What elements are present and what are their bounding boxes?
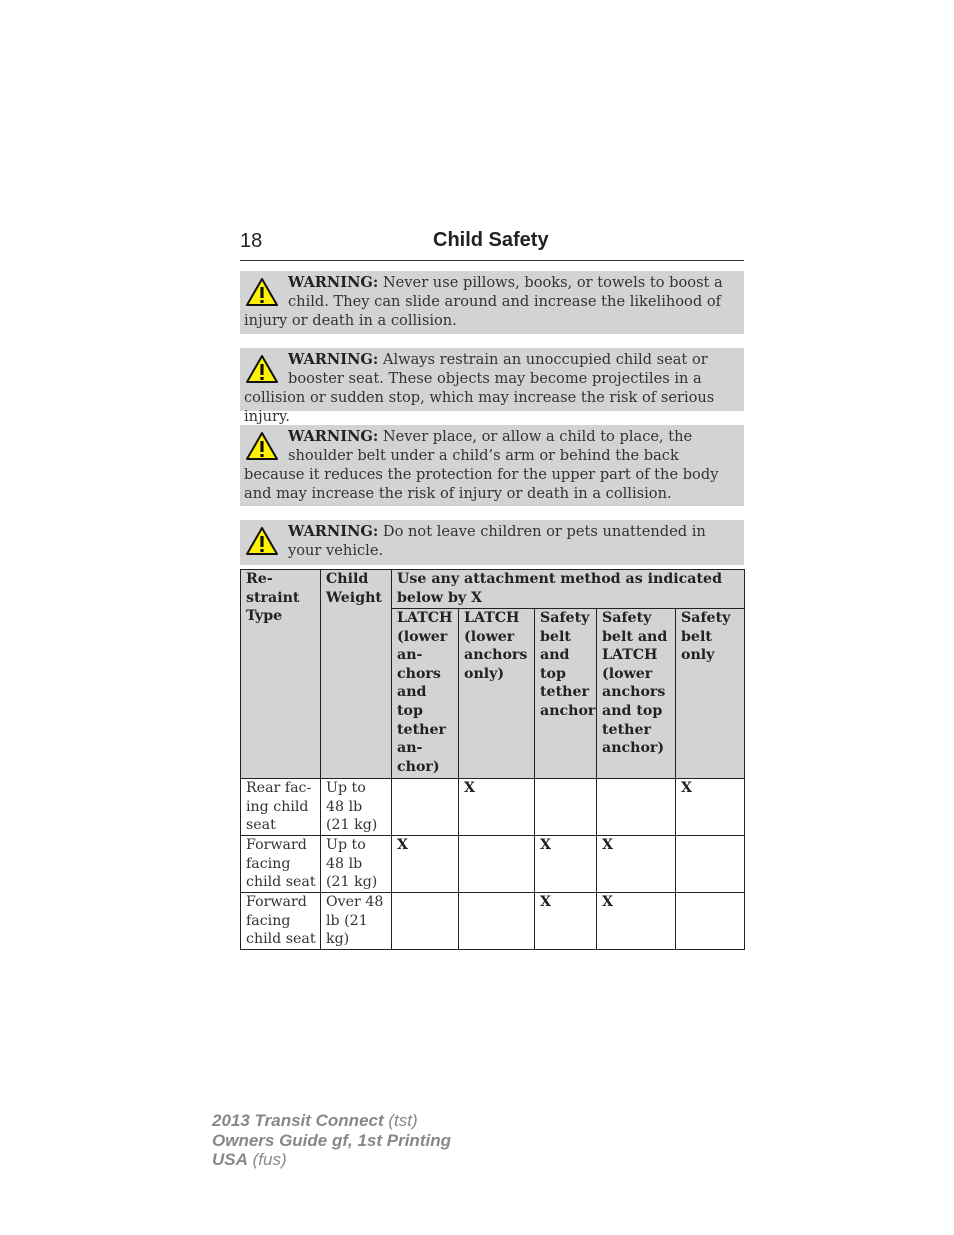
warning-box [240,271,744,334]
restraint-type-cell: Forward facing child seat [241,893,321,950]
mark-cell: X [597,836,676,893]
warning-box [240,520,744,565]
mark-cell [535,779,597,836]
mark-cell: X [676,779,745,836]
attachment-method-group-header: Use any attachment method as indicated below by X [392,570,745,609]
warning-triangle-icon [245,525,279,557]
warning-text: Never place, or allow a child to place, the shoulder belt under a child’s arm or behind the back because it reduces the protection for the upper part of the body and may increase the risk of injury or death in a collision. [244,428,719,502]
method-header: LATCH (lower anchors only) [459,609,535,779]
print-footer [212,1111,451,1170]
method-header: Safety belt only [676,609,745,779]
mark-cell [597,779,676,836]
restraint-type-cell: Forward facing child seat [241,836,321,893]
warning-label: WARNING: [288,274,379,291]
footer-model: 2013 Transit Connect [212,1111,384,1130]
warning-label: WARNING: [288,428,379,445]
restraint-type-header: Re- straint Type [241,570,321,779]
warning-box [240,425,744,506]
mark-cell [459,836,535,893]
warning-text: Never use pillows, books, or towels to boost a child. They can slide around and increase the likelihood of injury or death in a collision. [244,274,723,329]
mark-cell [459,893,535,950]
mark-cell [392,779,459,836]
table-row [241,836,745,893]
child-weight-header: Child Weight [321,570,392,779]
page-header [240,228,744,261]
method-header: Safety belt and LATCH (lower anchors and top tether anchor) [597,609,676,779]
footer-model-code: (tst) [388,1111,418,1130]
warning-text: Do not leave children or pets unattended in your vehicle. [288,523,706,559]
table-row [241,779,745,836]
child-seat-attachment-table [240,569,745,950]
footer-market-code: (fus) [252,1150,287,1169]
warning-triangle-icon [245,353,279,385]
page-number: 18 [240,230,263,252]
warning-label: WARNING: [288,351,379,368]
method-header: LATCH (lower an- chors and top tether an- chor) [392,609,459,779]
page-title: Child Safety [433,229,549,251]
warning-triangle-icon [245,430,279,462]
footer-market: USA [212,1150,248,1169]
warning-triangle-icon [245,276,279,308]
footer-guide: Owners Guide gf, 1st Printing [212,1130,451,1150]
weight-cell: Up to 48 lb (21 kg) [321,779,392,836]
mark-cell: X [392,836,459,893]
mark-cell: X [535,893,597,950]
mark-cell [676,836,745,893]
warning-label: WARNING: [288,523,379,540]
warning-box [240,348,744,425]
mark-cell [392,893,459,950]
warning-text: Always restrain an unoccupied child seat or booster seat. These objects may become projectiles in a collision or sudden stop, which may increase the risk of serious injury. [244,351,715,425]
weight-cell: Over 48 lb (21 kg) [321,893,392,950]
table-row [241,893,745,950]
mark-cell [676,893,745,950]
mark-cell: X [535,836,597,893]
method-header: Safety belt and top tether anchor [535,609,597,779]
weight-cell: Up to 48 lb (21 kg) [321,836,392,893]
mark-cell: X [597,893,676,950]
mark-cell: X [459,779,535,836]
restraint-type-cell: Rear fac- ing child seat [241,779,321,836]
